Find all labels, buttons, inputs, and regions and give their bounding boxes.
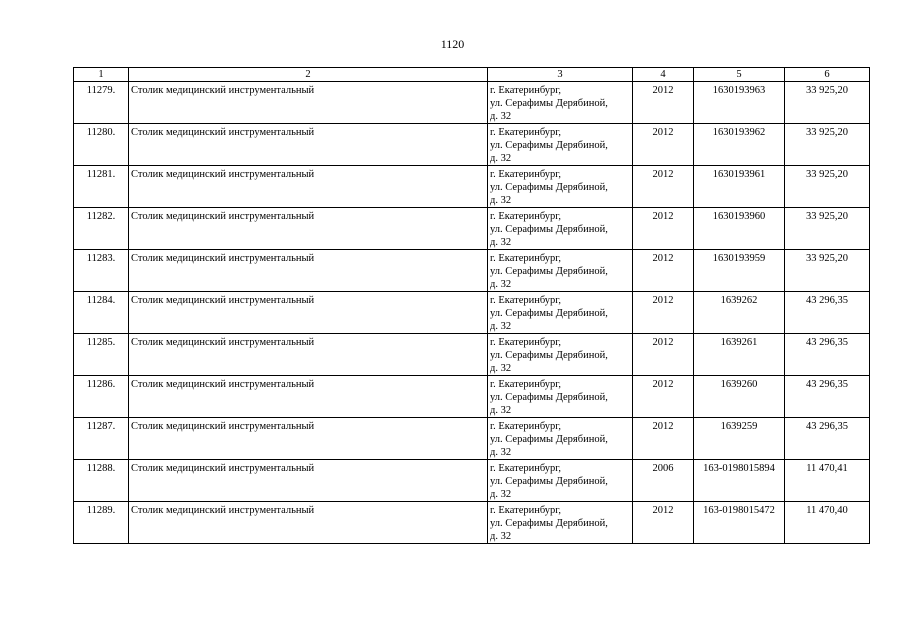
address-line: ул. Серафимы Дерябиной, bbox=[490, 476, 608, 487]
item-cost: 43 296,35 bbox=[785, 292, 870, 334]
item-name: Столик медицинский инструментальный bbox=[129, 82, 488, 124]
row-number: 11284. bbox=[74, 292, 129, 334]
address-line: г. Екатеринбург, bbox=[490, 379, 562, 390]
column-header-4: 4 bbox=[633, 68, 694, 82]
address-line: ул. Серафимы Дерябиной, bbox=[490, 182, 608, 193]
item-year: 2012 bbox=[633, 376, 694, 418]
address-line: д. 32 bbox=[490, 405, 512, 416]
item-cost: 33 925,20 bbox=[785, 82, 870, 124]
address-line: д. 32 bbox=[490, 447, 512, 458]
row-number: 11286. bbox=[74, 376, 129, 418]
table-row bbox=[74, 166, 870, 208]
item-year: 2012 bbox=[633, 250, 694, 292]
registry-table bbox=[73, 67, 870, 544]
inventory-number: 1630193961 bbox=[694, 166, 785, 208]
inventory-number: 163-0198015894 bbox=[694, 460, 785, 502]
table-row bbox=[74, 292, 870, 334]
address-line: д. 32 bbox=[490, 153, 512, 164]
item-name: Столик медицинский инструментальный bbox=[129, 376, 488, 418]
address-line: ул. Серафимы Дерябиной, bbox=[490, 434, 608, 445]
item-name: Столик медицинский инструментальный bbox=[129, 250, 488, 292]
item-year: 2012 bbox=[633, 502, 694, 544]
address-line: д. 32 bbox=[490, 531, 512, 542]
item-year: 2012 bbox=[633, 124, 694, 166]
column-header-1: 1 bbox=[74, 68, 129, 82]
inventory-number: 1639259 bbox=[694, 418, 785, 460]
address-line: г. Екатеринбург, bbox=[490, 337, 562, 348]
item-address bbox=[488, 334, 633, 376]
item-name: Столик медицинский инструментальный bbox=[129, 334, 488, 376]
address-line: г. Екатеринбург, bbox=[490, 421, 562, 432]
address-line: д. 32 bbox=[490, 195, 512, 206]
address-line: ул. Серафимы Дерябиной, bbox=[490, 224, 608, 235]
table-row bbox=[74, 124, 870, 166]
address-line: г. Екатеринбург, bbox=[490, 295, 562, 306]
column-header-2: 2 bbox=[129, 68, 488, 82]
item-year: 2012 bbox=[633, 334, 694, 376]
address-line: г. Екатеринбург, bbox=[490, 85, 562, 96]
row-number: 11279. bbox=[74, 82, 129, 124]
address-line: ул. Серафимы Дерябиной, bbox=[490, 392, 608, 403]
address-line: д. 32 bbox=[490, 279, 512, 290]
table-header-row bbox=[74, 68, 870, 82]
item-address bbox=[488, 208, 633, 250]
row-number: 11285. bbox=[74, 334, 129, 376]
address-line: ул. Серафимы Дерябиной, bbox=[490, 140, 608, 151]
address-line: ул. Серафимы Дерябиной, bbox=[490, 98, 608, 109]
inventory-number: 1639260 bbox=[694, 376, 785, 418]
item-name: Столик медицинский инструментальный bbox=[129, 208, 488, 250]
item-year: 2012 bbox=[633, 208, 694, 250]
item-cost: 11 470,41 bbox=[785, 460, 870, 502]
item-address bbox=[488, 166, 633, 208]
table-row bbox=[74, 250, 870, 292]
item-name: Столик медицинский инструментальный bbox=[129, 460, 488, 502]
page-number: 1120 bbox=[440, 37, 465, 51]
item-name: Столик медицинский инструментальный bbox=[129, 292, 488, 334]
row-number: 11281. bbox=[74, 166, 129, 208]
item-year: 2012 bbox=[633, 418, 694, 460]
item-address bbox=[488, 502, 633, 544]
address-line: ул. Серафимы Дерябиной, bbox=[490, 518, 608, 529]
item-cost: 43 296,35 bbox=[785, 418, 870, 460]
address-line: д. 32 bbox=[490, 363, 512, 374]
inventory-number: 163-0198015472 bbox=[694, 502, 785, 544]
item-address bbox=[488, 376, 633, 418]
address-line: г. Екатеринбург, bbox=[490, 127, 562, 138]
table-row bbox=[74, 376, 870, 418]
item-address bbox=[488, 124, 633, 166]
item-name: Столик медицинский инструментальный bbox=[129, 166, 488, 208]
item-address bbox=[488, 250, 633, 292]
address-line: д. 32 bbox=[490, 237, 512, 248]
item-name: Столик медицинский инструментальный bbox=[129, 502, 488, 544]
column-header-5: 5 bbox=[694, 68, 785, 82]
item-cost: 43 296,35 bbox=[785, 376, 870, 418]
address-line: г. Екатеринбург, bbox=[490, 463, 562, 474]
item-cost: 33 925,20 bbox=[785, 166, 870, 208]
address-line: д. 32 bbox=[490, 321, 512, 332]
item-cost: 33 925,20 bbox=[785, 124, 870, 166]
row-number: 11287. bbox=[74, 418, 129, 460]
address-line: г. Екатеринбург, bbox=[490, 169, 562, 180]
item-year: 2012 bbox=[633, 292, 694, 334]
item-cost: 33 925,20 bbox=[785, 208, 870, 250]
row-number: 11289. bbox=[74, 502, 129, 544]
inventory-number: 1630193962 bbox=[694, 124, 785, 166]
item-cost: 43 296,35 bbox=[785, 334, 870, 376]
row-number: 11288. bbox=[74, 460, 129, 502]
table-row bbox=[74, 82, 870, 124]
address-line: г. Екатеринбург, bbox=[490, 211, 562, 222]
table-row bbox=[74, 208, 870, 250]
item-cost: 33 925,20 bbox=[785, 250, 870, 292]
item-cost: 11 470,40 bbox=[785, 502, 870, 544]
table-row bbox=[74, 460, 870, 502]
item-name: Столик медицинский инструментальный bbox=[129, 124, 488, 166]
item-address bbox=[488, 292, 633, 334]
item-address bbox=[488, 460, 633, 502]
inventory-number: 1639261 bbox=[694, 334, 785, 376]
inventory-number: 1630193959 bbox=[694, 250, 785, 292]
address-line: г. Екатеринбург, bbox=[490, 505, 562, 516]
table-row bbox=[74, 502, 870, 544]
address-line: д. 32 bbox=[490, 111, 512, 122]
column-header-6: 6 bbox=[785, 68, 870, 82]
row-number: 11282. bbox=[74, 208, 129, 250]
address-line: ул. Серафимы Дерябиной, bbox=[490, 266, 608, 277]
registry-body bbox=[74, 82, 870, 544]
inventory-number: 1630193963 bbox=[694, 82, 785, 124]
inventory-number: 1639262 bbox=[694, 292, 785, 334]
address-line: ул. Серафимы Дерябиной, bbox=[490, 308, 608, 319]
address-line: ул. Серафимы Дерябиной, bbox=[490, 350, 608, 361]
address-line: г. Екатеринбург, bbox=[490, 253, 562, 264]
item-address bbox=[488, 418, 633, 460]
item-name: Столик медицинский инструментальный bbox=[129, 418, 488, 460]
table-row bbox=[74, 418, 870, 460]
item-year: 2006 bbox=[633, 460, 694, 502]
column-header-3: 3 bbox=[488, 68, 633, 82]
inventory-number: 1630193960 bbox=[694, 208, 785, 250]
row-number: 11280. bbox=[74, 124, 129, 166]
item-address bbox=[488, 82, 633, 124]
table-row bbox=[74, 334, 870, 376]
item-year: 2012 bbox=[633, 82, 694, 124]
item-year: 2012 bbox=[633, 166, 694, 208]
row-number: 11283. bbox=[74, 250, 129, 292]
address-line: д. 32 bbox=[490, 489, 512, 500]
